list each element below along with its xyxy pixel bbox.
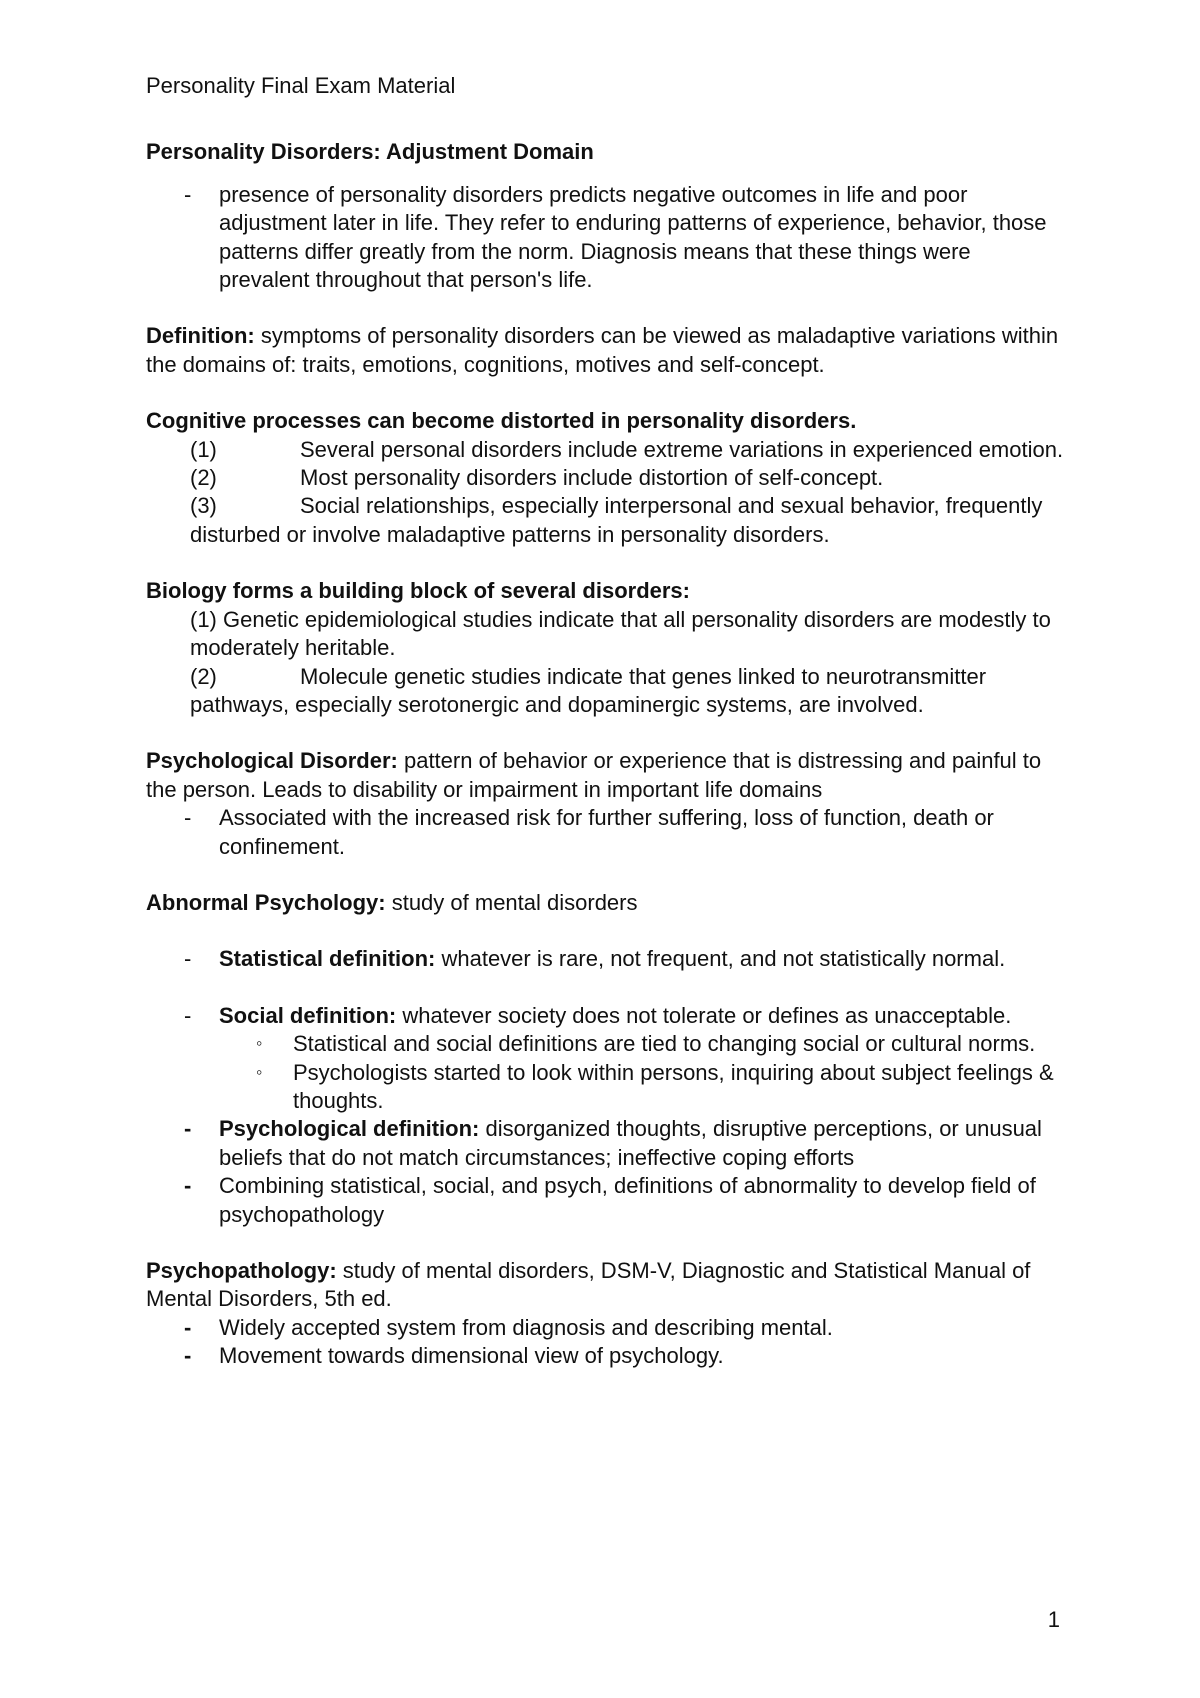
item-number: (2) <box>190 465 217 491</box>
paragraph <box>146 747 1066 804</box>
term-text: study of mental disorders <box>385 889 638 915</box>
sub-bullet-item: ◦ Psychologists started to look within persons, inquiring about subject feelings & thoughts. <box>146 1059 1066 1116</box>
paragraph <box>146 1257 1066 1314</box>
section-heading: Biology forms a building block of several disorders: <box>146 578 690 604</box>
term-label: Psychological definition: <box>219 1116 480 1142</box>
term-label: Psychological Disorder: <box>146 748 398 774</box>
item-text: Molecule genetic studies indicate that genes linked to neurotransmitter pathways, especially serotonergic and dopaminergic systems, are involved. <box>190 663 987 717</box>
bullet-psychological-definition <box>146 1115 1066 1172</box>
section-heading: Personality Disorders: Adjustment Domain <box>146 139 594 165</box>
term-label: Psychopathology: <box>146 1258 337 1283</box>
item-number: (1) <box>190 436 217 462</box>
term-text: disorganized thoughts, disruptive perceptions, or unusual beliefs that do not match circumstances; ineffective coping efforts <box>219 1116 1042 1170</box>
term-text: whatever society does not tolerate or defines as unacceptable. <box>396 1002 1012 1028</box>
term-text: study of mental disorders, DSM-V, Diagnostic and Statistical Manual of Mental Disorders, 5th ed. <box>146 1258 1031 1312</box>
term-label: Statistical definition: <box>219 946 436 972</box>
numbered-item <box>146 464 1066 492</box>
bullet-item: - Movement towards dimensional view of psychology. <box>146 1342 1066 1370</box>
term-label: Definition: <box>146 323 255 349</box>
section-heading: Cognitive processes can become distorted in personality disorders. <box>146 408 857 434</box>
section-abnormal-psychology <box>146 889 1066 1229</box>
section-definition <box>146 322 1066 379</box>
item-number: (3) <box>190 493 217 519</box>
term-text: pattern of behavior or experience that is distressing and painful to the person. Leads to disability or impairment in important life domains <box>146 748 1042 802</box>
bullet-item: - Associated with the increased risk for further suffering, loss of function, death or confinement. <box>146 804 1066 861</box>
term-text: whatever is rare, not frequent, and not statistically normal. <box>435 946 1006 972</box>
bullet-social-definition <box>146 1002 1066 1030</box>
item-text: Social relationships, especially interpersonal and sexual behavior, frequently disturbed or involve maladaptive patterns in personality disorders. <box>190 493 1043 547</box>
numbered-item <box>146 492 1066 549</box>
paragraph <box>146 322 1066 379</box>
bullet-statistical-definition <box>146 945 1066 973</box>
item-text: Several personal disorders include extreme variations in experienced emotion. <box>300 436 1064 462</box>
spacer <box>146 974 1066 1002</box>
bullet-item: - presence of personality disorders predicts negative outcomes in life and poor adjustment later in life. They refer to enduring patterns of experience, behavior, those patterns differ greatly from the norm. Diagnosis means that these things were prevalent throughout that person's life. <box>146 181 1066 295</box>
term-text: symptoms of personality disorders can be viewed as maladaptive variations within the domains of: traits, emotions, cognitions, motives and self-concept. <box>146 323 1059 377</box>
section-biology <box>146 577 1066 719</box>
bullet-item: - Widely accepted system from diagnosis and describing mental. <box>146 1314 1066 1342</box>
section-cognitive-processes <box>146 407 1066 549</box>
bullet-item: - Combining statistical, social, and psych, definitions of abnormality to develop field of psychopathology <box>146 1172 1066 1229</box>
item-number: (1) <box>190 606 217 632</box>
section-adjustment-domain <box>146 138 1066 294</box>
numbered-item <box>146 606 1066 663</box>
numbered-item <box>146 663 1066 720</box>
document-title: Personality Final Exam Material <box>146 73 456 98</box>
term-label: Social definition: <box>219 1002 397 1028</box>
spacer <box>146 917 1066 945</box>
numbered-item <box>146 436 1066 464</box>
page-number: 1 <box>1047 1607 1060 1632</box>
section-psychological-disorder <box>146 747 1066 861</box>
term-label: Abnormal Psychology: <box>146 889 386 915</box>
document-body <box>146 72 1066 1399</box>
sub-bullet-item: ◦ Statistical and social definitions are tied to changing social or cultural norms. <box>146 1030 1066 1058</box>
item-text: Genetic epidemiological studies indicate that all personality disorders are modestly to moderately heritable. <box>190 606 1051 661</box>
item-text: Most personality disorders include distortion of self-concept. <box>300 465 884 491</box>
paragraph <box>146 889 1066 917</box>
item-number: (2) <box>190 663 217 689</box>
section-psychopathology <box>146 1257 1066 1371</box>
